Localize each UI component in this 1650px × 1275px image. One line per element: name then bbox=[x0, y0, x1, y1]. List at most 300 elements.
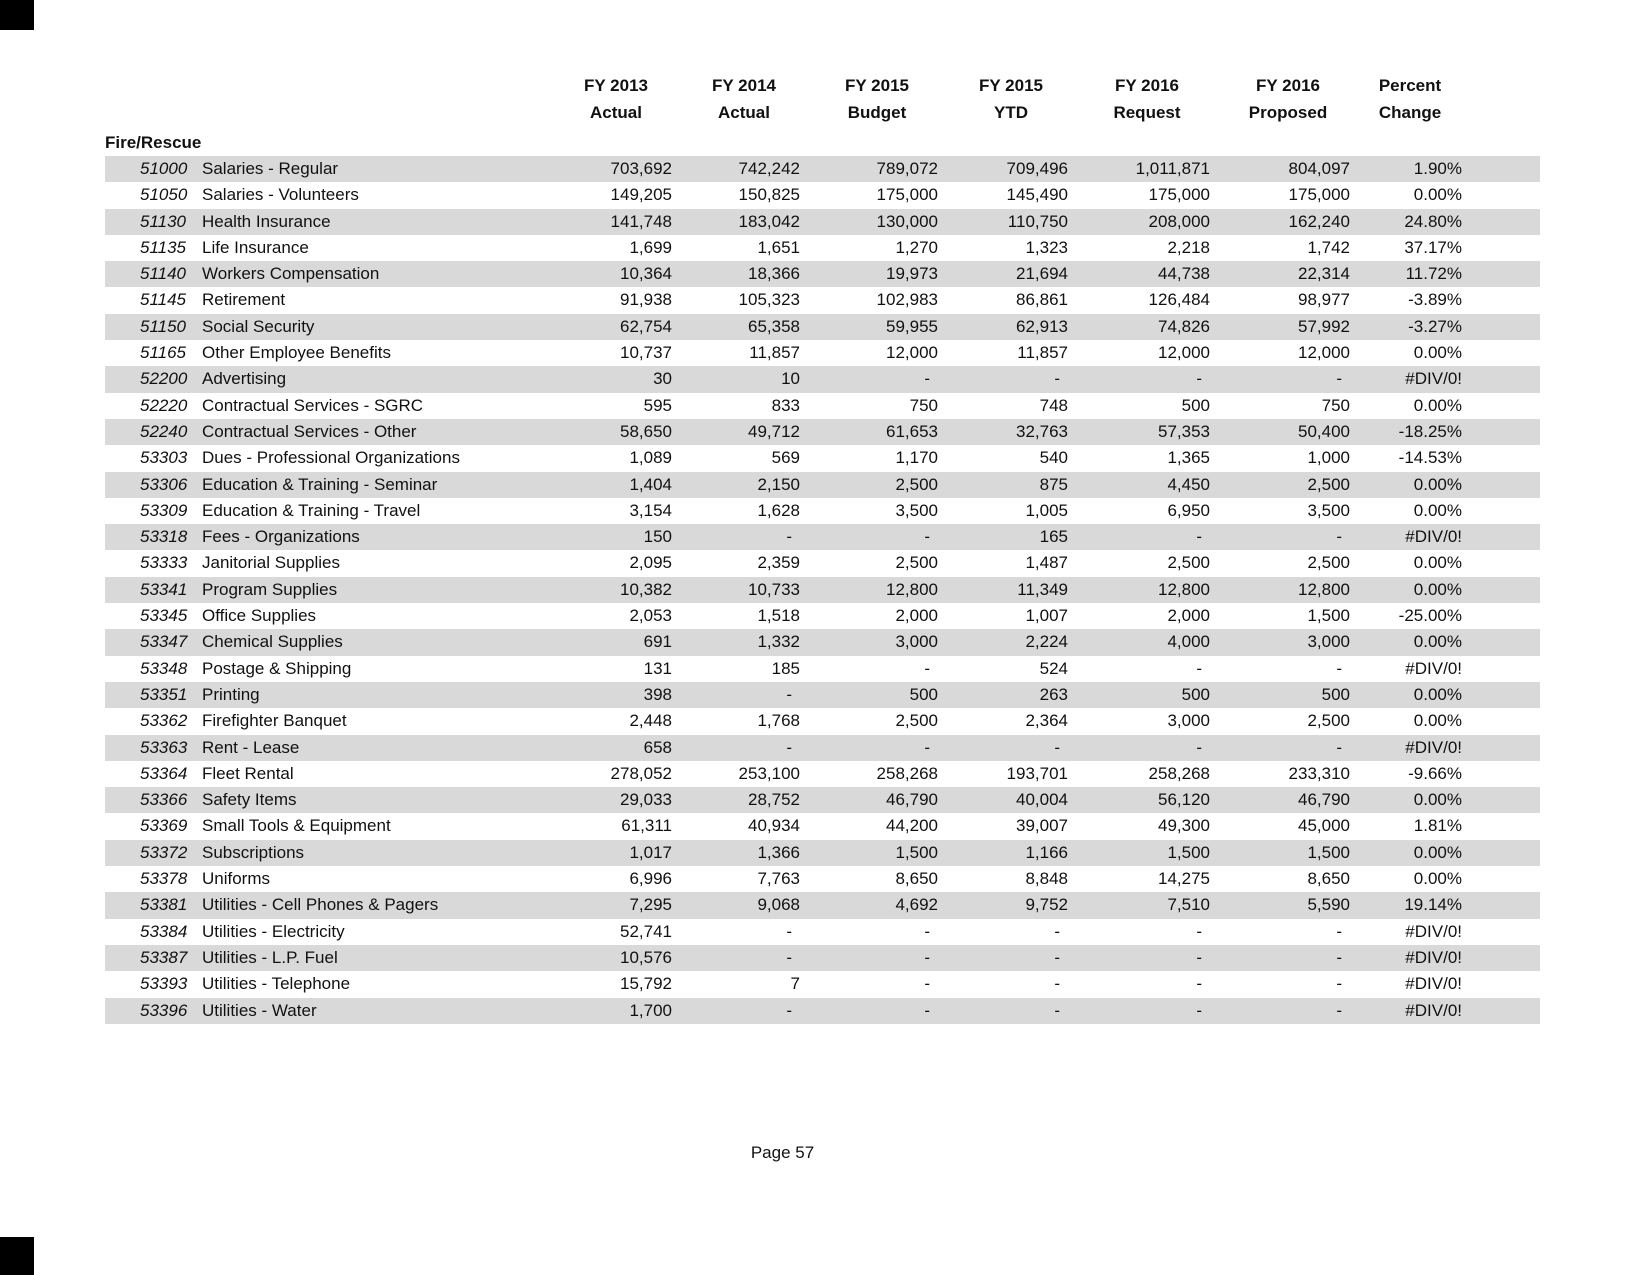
value-cell: 65,358 bbox=[748, 316, 800, 336]
column-header-line1: FY 2015 bbox=[845, 76, 909, 95]
account-name: Other Employee Benefits bbox=[202, 343, 391, 363]
percent-cell: 0.00% bbox=[1413, 553, 1462, 573]
account-code: 53341 bbox=[140, 579, 188, 599]
value-cell: 1,628 bbox=[757, 500, 800, 520]
account-label bbox=[105, 340, 552, 366]
value-cell: 175,000 bbox=[1148, 185, 1210, 205]
value-cell: - bbox=[1336, 369, 1342, 389]
value-cell: 2,500 bbox=[895, 474, 938, 494]
value-cell: 6,996 bbox=[629, 869, 672, 889]
value-cell: 500 bbox=[1181, 684, 1210, 704]
account-name: Advertising bbox=[202, 369, 287, 389]
value-cell: - bbox=[924, 369, 930, 389]
value-cell: 2,000 bbox=[1167, 606, 1210, 626]
value-cell: 8,650 bbox=[895, 869, 938, 889]
column-header bbox=[946, 72, 1076, 126]
value-cell: 1,017 bbox=[629, 842, 672, 862]
value-cell: 12,800 bbox=[1298, 579, 1350, 599]
percent-cell: -14.53% bbox=[1398, 448, 1462, 468]
account-code: 52200 bbox=[140, 369, 188, 389]
value-cell: - bbox=[924, 974, 930, 994]
column-header-line2: Request bbox=[1113, 103, 1181, 122]
value-cell: 185 bbox=[771, 658, 800, 678]
account-code: 53393 bbox=[140, 974, 188, 994]
account-label bbox=[105, 314, 552, 340]
table-row bbox=[105, 998, 1540, 1024]
column-header bbox=[808, 72, 946, 126]
table-row bbox=[105, 419, 1540, 445]
account-label bbox=[105, 419, 552, 445]
percent-cell: 0.00% bbox=[1413, 869, 1462, 889]
value-cell: 2,000 bbox=[895, 606, 938, 626]
account-name: Small Tools & Equipment bbox=[202, 816, 391, 836]
percent-cell: 1.90% bbox=[1413, 159, 1462, 178]
table-row bbox=[105, 813, 1540, 839]
value-cell: 193,701 bbox=[1006, 763, 1068, 783]
value-cell: 258,268 bbox=[1148, 763, 1210, 783]
value-cell: 32,763 bbox=[1016, 421, 1068, 441]
value-cell: 141,748 bbox=[610, 211, 672, 231]
value-cell: 44,738 bbox=[1158, 264, 1210, 284]
value-cell: 15,792 bbox=[620, 974, 672, 994]
column-header bbox=[1358, 72, 1540, 126]
account-code: 53387 bbox=[140, 947, 188, 967]
account-name: Life Insurance bbox=[202, 237, 309, 257]
value-cell: 183,042 bbox=[738, 211, 800, 231]
value-cell: 263 bbox=[1039, 684, 1068, 704]
value-cell: 540 bbox=[1039, 448, 1068, 468]
account-code: 53303 bbox=[140, 448, 188, 468]
value-cell: - bbox=[1336, 921, 1342, 941]
account-code: 53318 bbox=[140, 527, 188, 547]
value-cell: 150,825 bbox=[738, 185, 800, 205]
value-cell: - bbox=[1196, 921, 1202, 941]
account-label bbox=[105, 445, 552, 471]
account-label bbox=[105, 998, 552, 1024]
value-cell: 165 bbox=[1039, 527, 1068, 547]
value-cell: 208,000 bbox=[1148, 211, 1210, 231]
percent-cell: 0.00% bbox=[1413, 343, 1462, 363]
value-cell: - bbox=[1196, 658, 1202, 678]
column-header bbox=[552, 72, 680, 126]
account-name: Salaries - Volunteers bbox=[202, 185, 359, 205]
value-cell: 875 bbox=[1039, 474, 1068, 494]
value-cell: - bbox=[1054, 974, 1060, 994]
value-cell: 14,275 bbox=[1158, 869, 1210, 889]
value-cell: 29,033 bbox=[620, 790, 672, 810]
account-name: Education & Training - Seminar bbox=[202, 474, 438, 494]
value-cell: 2,500 bbox=[895, 553, 938, 573]
value-cell: 1,404 bbox=[629, 474, 672, 494]
value-cell: 12,000 bbox=[886, 343, 938, 363]
value-cell: 10,576 bbox=[620, 947, 672, 967]
account-label bbox=[105, 235, 552, 261]
table-row bbox=[105, 735, 1540, 761]
percent-cell: 11.72% bbox=[1405, 264, 1462, 284]
value-cell: 569 bbox=[771, 448, 800, 468]
table-row bbox=[105, 287, 1540, 313]
account-code: 53333 bbox=[140, 553, 188, 573]
account-code: 53381 bbox=[140, 895, 188, 915]
value-cell: 398 bbox=[643, 684, 672, 704]
value-cell: - bbox=[1054, 737, 1060, 757]
value-cell: - bbox=[1054, 947, 1060, 967]
value-cell: 62,913 bbox=[1016, 316, 1068, 336]
value-cell: 150 bbox=[643, 527, 672, 547]
value-cell: 1,651 bbox=[757, 237, 800, 257]
value-cell: 18,366 bbox=[748, 264, 800, 284]
account-label bbox=[105, 813, 552, 839]
value-cell: 102,983 bbox=[876, 290, 938, 310]
value-cell: 149,205 bbox=[610, 185, 672, 205]
value-cell: 52,741 bbox=[620, 921, 672, 941]
account-code: 51165 bbox=[140, 343, 187, 363]
value-cell: 1,332 bbox=[757, 632, 800, 652]
account-name: Chemical Supplies bbox=[202, 632, 343, 652]
value-cell: 833 bbox=[771, 395, 800, 415]
value-cell: 1,270 bbox=[895, 237, 938, 257]
value-cell: 105,323 bbox=[738, 290, 800, 310]
value-cell: 1,500 bbox=[1167, 842, 1210, 862]
percent-cell: -3.89% bbox=[1408, 290, 1462, 310]
percent-cell: -18.25% bbox=[1398, 421, 1462, 441]
value-cell: 45,000 bbox=[1298, 816, 1350, 836]
account-code: 53378 bbox=[140, 869, 188, 889]
account-label bbox=[105, 550, 552, 576]
account-label bbox=[105, 945, 552, 971]
column-header-line2: Budget bbox=[847, 103, 907, 122]
account-code: 53372 bbox=[140, 842, 188, 862]
value-cell: 110,750 bbox=[1007, 211, 1068, 231]
account-code: 53363 bbox=[140, 737, 188, 757]
header-spacer bbox=[105, 72, 552, 126]
value-cell: 1,500 bbox=[895, 842, 938, 862]
table-row bbox=[105, 498, 1540, 524]
value-cell: 10,733 bbox=[748, 579, 800, 599]
percent-cell: #DIV/0! bbox=[1405, 658, 1462, 678]
account-label bbox=[105, 498, 552, 524]
table-row bbox=[105, 629, 1540, 655]
column-header-line1: FY 2013 bbox=[584, 76, 648, 95]
account-name: Retirement bbox=[202, 290, 286, 310]
account-label bbox=[105, 393, 552, 419]
value-cell: - bbox=[924, 1000, 930, 1020]
account-label bbox=[105, 761, 552, 787]
value-cell: 750 bbox=[1321, 395, 1350, 415]
account-name: Utilities - L.P. Fuel bbox=[202, 947, 338, 967]
percent-cell: 0.00% bbox=[1413, 185, 1462, 205]
column-header-line2: Proposed bbox=[1248, 103, 1328, 122]
value-cell: 10,737 bbox=[620, 343, 672, 363]
value-cell: 130,000 bbox=[876, 211, 938, 231]
value-cell: 1,011,871 bbox=[1135, 159, 1210, 178]
value-cell: 691 bbox=[643, 632, 672, 652]
value-cell: - bbox=[1196, 737, 1202, 757]
value-cell: 2,053 bbox=[629, 606, 672, 626]
account-code: 51150 bbox=[140, 316, 187, 336]
percent-cell: #DIV/0! bbox=[1405, 974, 1462, 994]
value-cell: - bbox=[786, 684, 792, 704]
value-cell: 3,154 bbox=[629, 500, 672, 520]
column-header bbox=[680, 72, 808, 126]
value-cell: 56,120 bbox=[1158, 790, 1210, 810]
value-cell: 9,752 bbox=[1025, 895, 1068, 915]
value-cell: 4,692 bbox=[895, 895, 938, 915]
account-label bbox=[105, 866, 552, 892]
table-row bbox=[105, 445, 1540, 471]
value-cell: 1,742 bbox=[1307, 237, 1350, 257]
value-cell: - bbox=[924, 947, 930, 967]
percent-cell: -3.27% bbox=[1408, 316, 1462, 336]
value-cell: 145,490 bbox=[1006, 185, 1068, 205]
value-cell: 1,487 bbox=[1025, 553, 1068, 573]
value-cell: 742,242 bbox=[738, 159, 800, 178]
account-name: Dues - Professional Organizations bbox=[202, 448, 460, 468]
value-cell: 1,500 bbox=[1307, 606, 1350, 626]
table-row bbox=[105, 156, 1540, 182]
value-cell: 1,166 bbox=[1025, 842, 1068, 862]
account-name: Postage & Shipping bbox=[202, 658, 352, 678]
table-row bbox=[105, 209, 1540, 235]
value-cell: 28,752 bbox=[748, 790, 800, 810]
value-cell: - bbox=[786, 921, 792, 941]
table-row bbox=[105, 919, 1540, 945]
value-cell: - bbox=[1054, 369, 1060, 389]
account-code: 53306 bbox=[140, 474, 188, 494]
column-header-line1: FY 2014 bbox=[712, 76, 776, 95]
value-cell: - bbox=[1196, 1000, 1202, 1020]
value-cell: 30 bbox=[653, 369, 672, 389]
percent-cell: 1.81% bbox=[1413, 816, 1462, 836]
percent-cell: 0.00% bbox=[1413, 579, 1462, 599]
account-label bbox=[105, 603, 552, 629]
value-cell: 3,000 bbox=[1167, 711, 1210, 731]
table-row bbox=[105, 682, 1540, 708]
value-cell: 12,000 bbox=[1158, 343, 1210, 363]
table-row bbox=[105, 182, 1540, 208]
value-cell: - bbox=[1336, 1000, 1342, 1020]
table-row bbox=[105, 971, 1540, 997]
account-name: Rent - Lease bbox=[202, 737, 300, 757]
value-cell: 1,170 bbox=[895, 448, 938, 468]
value-cell: - bbox=[1336, 974, 1342, 994]
value-cell: 258,268 bbox=[876, 763, 938, 783]
account-code: 51135 bbox=[140, 237, 187, 257]
value-cell: 98,977 bbox=[1298, 290, 1350, 310]
table-row bbox=[105, 550, 1540, 576]
value-cell: - bbox=[924, 921, 930, 941]
account-name: Safety Items bbox=[202, 790, 297, 810]
value-cell: - bbox=[924, 737, 930, 757]
value-cell: 2,150 bbox=[757, 474, 800, 494]
scan-mark-top-left bbox=[0, 0, 34, 30]
account-name: Janitorial Supplies bbox=[202, 553, 340, 573]
value-cell: 59,955 bbox=[886, 316, 938, 336]
account-name: Fleet Rental bbox=[202, 763, 294, 783]
account-label bbox=[105, 892, 552, 918]
account-name: Utilities - Telephone bbox=[202, 974, 351, 994]
value-cell: - bbox=[1336, 737, 1342, 757]
account-code: 53364 bbox=[140, 763, 188, 783]
account-name: Printing bbox=[202, 684, 260, 704]
column-header-line2: Actual bbox=[590, 103, 642, 122]
value-cell: 12,800 bbox=[1158, 579, 1210, 599]
account-label bbox=[105, 629, 552, 655]
table-row bbox=[105, 945, 1540, 971]
table-row bbox=[105, 708, 1540, 734]
value-cell: 3,500 bbox=[895, 500, 938, 520]
account-name: Uniforms bbox=[202, 869, 271, 889]
value-cell: 2,095 bbox=[629, 553, 672, 573]
percent-cell: -9.66% bbox=[1408, 763, 1462, 783]
table-row bbox=[105, 366, 1540, 392]
value-cell: 86,861 bbox=[1016, 290, 1068, 310]
value-cell: 61,311 bbox=[621, 816, 672, 836]
value-cell: 500 bbox=[1181, 395, 1210, 415]
value-cell: - bbox=[1336, 527, 1342, 547]
percent-cell: #DIV/0! bbox=[1405, 369, 1462, 389]
account-code: 51145 bbox=[140, 290, 187, 310]
value-cell: 12,800 bbox=[886, 579, 938, 599]
account-label bbox=[105, 577, 552, 603]
account-name: Utilities - Cell Phones & Pagers bbox=[202, 895, 439, 915]
table-row bbox=[105, 577, 1540, 603]
value-cell: 1,366 bbox=[757, 842, 800, 862]
value-cell: - bbox=[1196, 974, 1202, 994]
account-label bbox=[105, 472, 552, 498]
account-name: Education & Training - Travel bbox=[202, 500, 421, 520]
value-cell: 91,938 bbox=[620, 290, 672, 310]
value-cell: 2,500 bbox=[1307, 474, 1350, 494]
account-label bbox=[105, 840, 552, 866]
value-cell: 2,500 bbox=[895, 711, 938, 731]
percent-cell: 0.00% bbox=[1413, 500, 1462, 520]
value-cell: 40,934 bbox=[748, 816, 800, 836]
account-name: Fees - Organizations bbox=[202, 527, 360, 547]
table-row bbox=[105, 603, 1540, 629]
table-row bbox=[105, 892, 1540, 918]
value-cell: - bbox=[1336, 658, 1342, 678]
table-row bbox=[105, 761, 1540, 787]
table-row bbox=[105, 524, 1540, 550]
table-row bbox=[105, 235, 1540, 261]
value-cell: 500 bbox=[1321, 684, 1350, 704]
table-row bbox=[105, 840, 1540, 866]
value-cell: 7,510 bbox=[1167, 895, 1210, 915]
value-cell: 3,000 bbox=[1307, 632, 1350, 652]
value-cell: 40,004 bbox=[1016, 790, 1068, 810]
table-row bbox=[105, 866, 1540, 892]
value-cell: - bbox=[1336, 947, 1342, 967]
value-cell: 46,790 bbox=[1298, 790, 1350, 810]
value-cell: 595 bbox=[643, 395, 672, 415]
value-cell: 9,068 bbox=[757, 895, 800, 915]
percent-cell: 37.17% bbox=[1404, 237, 1462, 257]
account-label bbox=[105, 682, 552, 708]
value-cell: 8,848 bbox=[1025, 869, 1068, 889]
account-name: Health Insurance bbox=[202, 211, 331, 231]
account-code: 51050 bbox=[140, 185, 188, 205]
value-cell: 2,500 bbox=[1307, 553, 1350, 573]
table-row bbox=[105, 340, 1540, 366]
value-cell: 57,353 bbox=[1158, 421, 1210, 441]
budget-table bbox=[105, 72, 1540, 1024]
value-cell: 50,400 bbox=[1298, 421, 1350, 441]
value-cell: 703,692 bbox=[610, 159, 672, 178]
account-name: Salaries - Regular bbox=[202, 159, 339, 178]
value-cell: 8,650 bbox=[1307, 869, 1350, 889]
value-cell: 62,754 bbox=[620, 316, 672, 336]
value-cell: 2,448 bbox=[629, 711, 672, 731]
percent-cell: #DIV/0! bbox=[1405, 947, 1462, 967]
account-code: 53396 bbox=[140, 1000, 188, 1020]
column-header-line2: Actual bbox=[718, 103, 770, 122]
account-code: 53348 bbox=[140, 658, 188, 678]
column-header-line1: FY 2016 bbox=[1256, 76, 1320, 95]
percent-cell: -25.00% bbox=[1398, 606, 1462, 626]
value-cell: 6,950 bbox=[1167, 500, 1210, 520]
column-header-line2: YTD bbox=[994, 103, 1028, 122]
account-label bbox=[105, 735, 552, 761]
table-row bbox=[105, 314, 1540, 340]
account-name: Contractual Services - Other bbox=[202, 421, 417, 441]
account-label bbox=[105, 919, 552, 945]
account-code: 53309 bbox=[140, 500, 188, 520]
value-cell: 61,653 bbox=[886, 421, 938, 441]
account-label bbox=[105, 366, 552, 392]
value-cell: 4,450 bbox=[1167, 474, 1210, 494]
account-name: Office Supplies bbox=[202, 606, 317, 626]
account-code: 53366 bbox=[140, 790, 188, 810]
percent-cell: #DIV/0! bbox=[1405, 527, 1462, 547]
value-cell: 57,992 bbox=[1298, 316, 1350, 336]
account-label bbox=[105, 261, 552, 287]
table-row bbox=[105, 656, 1540, 682]
column-header bbox=[1218, 72, 1358, 126]
percent-cell: 24.80% bbox=[1404, 211, 1462, 231]
account-label bbox=[105, 787, 552, 813]
percent-cell: 19.14% bbox=[1404, 895, 1462, 915]
account-name: Social Security bbox=[202, 316, 315, 336]
table-header-row bbox=[105, 72, 1540, 126]
value-cell: 131 bbox=[643, 658, 672, 678]
value-cell: 789,072 bbox=[876, 159, 938, 178]
account-code: 53347 bbox=[140, 632, 188, 652]
page-number: Page 57 bbox=[750, 1143, 815, 1162]
value-cell: 1,699 bbox=[629, 237, 672, 257]
value-cell: 2,500 bbox=[1167, 553, 1210, 573]
value-cell: 11,857 bbox=[1017, 343, 1068, 363]
account-code: 52220 bbox=[140, 395, 188, 415]
value-cell: 1,518 bbox=[757, 606, 800, 626]
account-label bbox=[105, 971, 552, 997]
account-name: Contractual Services - SGRC bbox=[202, 395, 424, 415]
percent-cell: #DIV/0! bbox=[1405, 921, 1462, 941]
value-cell: 1,365 bbox=[1167, 448, 1210, 468]
percent-cell: 0.00% bbox=[1413, 395, 1462, 415]
account-label bbox=[105, 524, 552, 550]
value-cell: 12,000 bbox=[1298, 343, 1350, 363]
account-code: 51130 bbox=[140, 211, 187, 231]
value-cell: 19,973 bbox=[886, 264, 938, 284]
account-code: 52240 bbox=[140, 421, 188, 441]
value-cell: - bbox=[924, 527, 930, 547]
section-title: Fire/Rescue bbox=[105, 133, 202, 152]
value-cell: 39,007 bbox=[1016, 816, 1068, 836]
value-cell: 1,323 bbox=[1025, 237, 1068, 257]
value-cell: 10,364 bbox=[620, 264, 672, 284]
value-cell: - bbox=[1054, 921, 1060, 941]
